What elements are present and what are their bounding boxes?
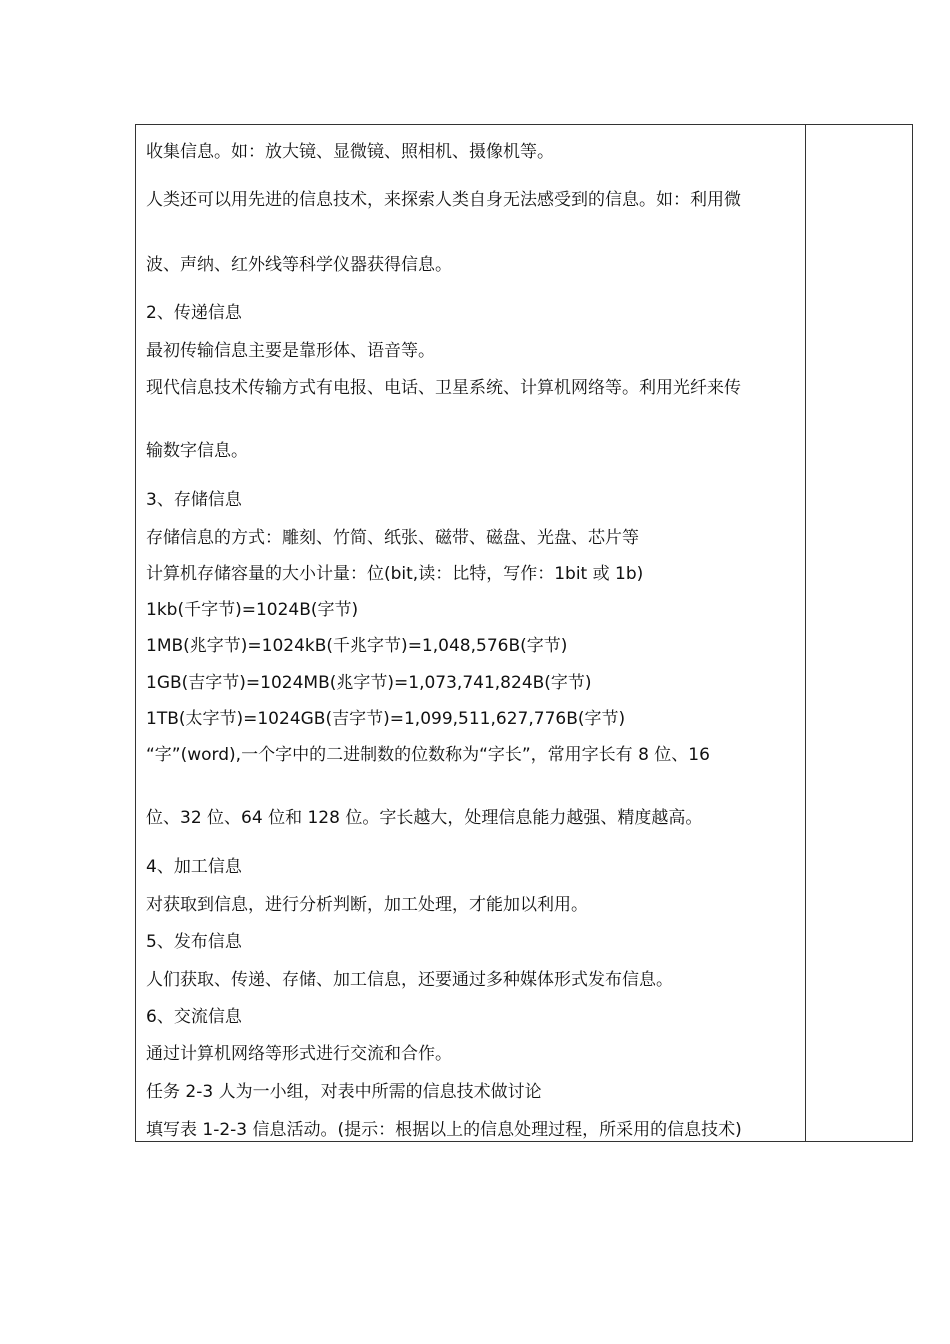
section-heading: 4、加工信息 — [146, 857, 242, 877]
text-line: 位、32 位、64 位和 128 位。字长越大，处理信息能力越强、精度越高。 — [146, 808, 703, 828]
text-line: 收集信息。如：放大镜、显微镜、照相机、摄像机等。 — [146, 142, 554, 162]
text-line: 最初传输信息主要是靠形体、语音等。 — [146, 341, 435, 361]
section-heading: 3、存储信息 — [146, 490, 242, 510]
text-line: “字”(word),一个字中的二进制数的位数称为“字长”，常用字长有 8 位、16 — [146, 745, 710, 765]
text-line: 填写表 1-2-3 信息活动。(提示：根据以上的信息处理过程，所采用的信息技术) — [146, 1120, 742, 1140]
section-heading: 5、发布信息 — [146, 932, 242, 952]
text-line: 输数字信息。 — [146, 441, 248, 461]
text-line: 1TB(太字节)=1024GB(吉字节)=1,099,511,627,776B(字节) — [146, 709, 626, 729]
text-line: 现代信息技术传输方式有电报、电话、卫星系统、计算机网络等。利用光纤来传 — [146, 378, 741, 398]
text-line: 计算机存储容量的大小计量：位(bit,读：比特，写作：1bit 或 1b) — [146, 564, 644, 584]
text-line: 1kb(千字节)=1024B(字节) — [146, 600, 359, 620]
content-table — [135, 124, 913, 1142]
table-right-column — [805, 125, 806, 1141]
section-heading: 2、传递信息 — [146, 303, 242, 323]
text-line: 通过计算机网络等形式进行交流和合作。 — [146, 1044, 452, 1064]
text-line: 存储信息的方式：雕刻、竹简、纸张、磁带、磁盘、光盘、芯片等 — [146, 528, 639, 548]
text-line: 1MB(兆字节)=1024kB(千兆字节)=1,048,576B(字节) — [146, 636, 568, 656]
text-line: 对获取到信息，进行分析判断，加工处理，才能加以利用。 — [146, 895, 588, 915]
section-heading: 6、交流信息 — [146, 1007, 242, 1027]
text-line: 1GB(吉字节)=1024MB(兆字节)=1,073,741,824B(字节) — [146, 673, 592, 693]
text-line: 人们获取、传递、存储、加工信息，还要通过多种媒体形式发布信息。 — [146, 970, 673, 990]
text-line: 任务 2-3 人为一小组，对表中所需的信息技术做讨论 — [146, 1082, 542, 1102]
text-line: 人类还可以用先进的信息技术，来探索人类自身无法感受到的信息。如：利用微 — [146, 190, 741, 210]
text-line: 波、声纳、红外线等科学仪器获得信息。 — [146, 255, 452, 275]
